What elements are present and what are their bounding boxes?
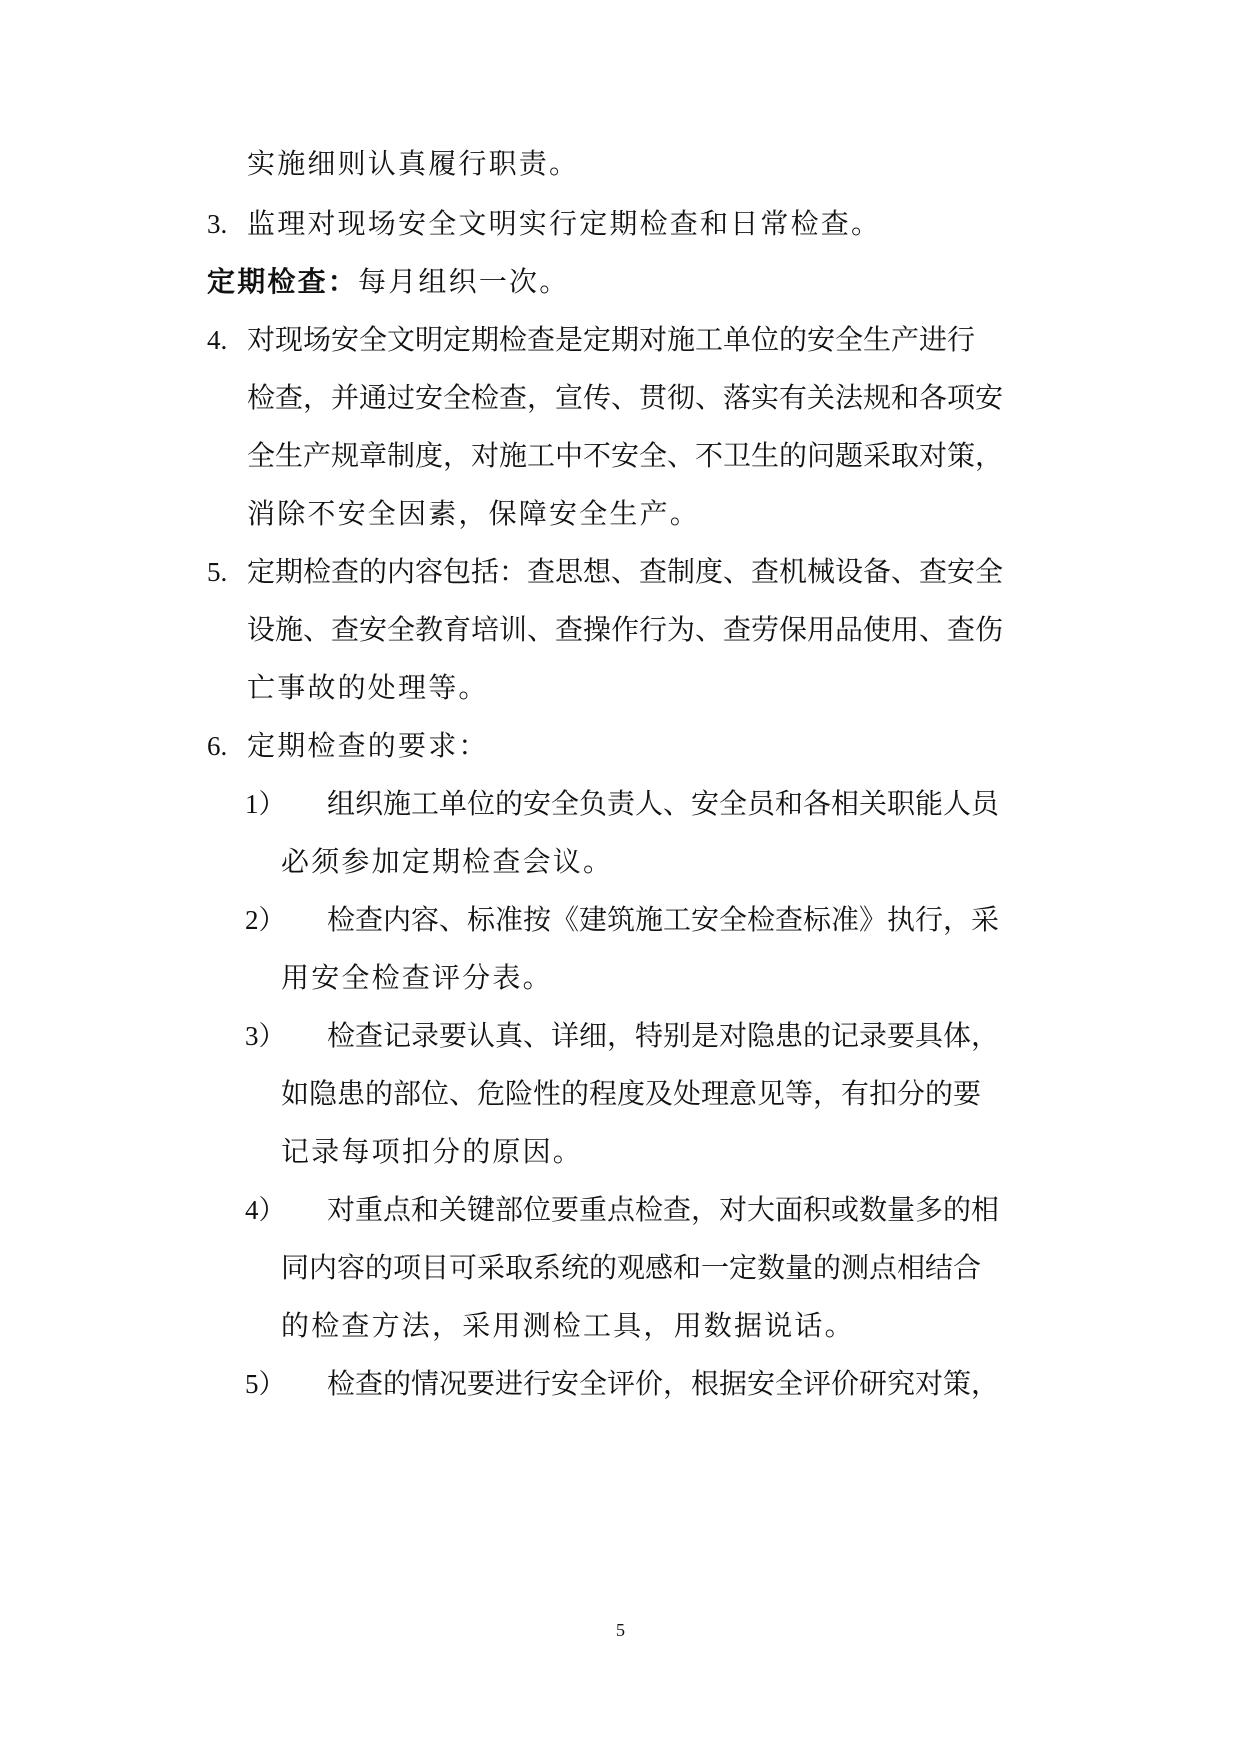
text-line: 定期检查的内容包括：查思想、查制度、查机械设备、查安全 [247, 555, 1004, 588]
text-line: 监理对现场安全文明实行定期检查和日常检查。 [247, 207, 882, 240]
text-line: 必须参加定期检查会议。 [281, 845, 614, 878]
text-line: 的检查方法，采用测检工具，用数据说话。 [281, 1309, 855, 1342]
sub-list-number: 2） [245, 905, 286, 935]
text-line: 亡事故的处理等。 [247, 671, 489, 704]
text-line: 如隐患的部位、危险性的程度及处理意见等，有扣分的要 [281, 1077, 982, 1110]
text-line: 组织施工单位的安全负责人、安全员和各相关职能人员 [327, 787, 1000, 820]
sub-list-number: 3） [245, 1021, 286, 1051]
text-line: 检查记录要认真、详细，特别是对隐患的记录要具体， [327, 1019, 1000, 1052]
text-line: 对重点和关键部位要重点检查，对大面积或数量多的相 [327, 1193, 1000, 1226]
text-line [207, 264, 569, 300]
text-line: 定期检查的要求： [247, 729, 489, 762]
text-line: 全生产规章制度，对施工中不安全、不卫生的问题采取对策， [247, 439, 1004, 472]
text-line: 用安全检查评分表。 [281, 961, 553, 994]
sub-list-number: 4） [245, 1195, 286, 1225]
list-number: 4. [207, 325, 228, 355]
text-line: 实施细则认真履行职责。 [247, 147, 580, 180]
bold-heading: 定期检查： [207, 265, 359, 298]
text-line: 检查内容、标准按《建筑施工安全检查标准》执行，采 [327, 903, 1000, 936]
list-number: 5. [207, 557, 228, 587]
sub-list-number: 5） [245, 1369, 286, 1399]
text-line: 设施、查安全教育培训、查操作行为、查劳保用品使用、查伤 [247, 613, 1004, 646]
text-line: 消除不安全因素，保障安全生产。 [247, 497, 701, 530]
sub-list-number: 1） [245, 789, 286, 819]
text-line: 同内容的项目可采取系统的观感和一定数量的测点相结合 [281, 1251, 982, 1284]
page-number: 5 [616, 1620, 625, 1640]
text-line: 检查，并通过安全检查，宣传、贯彻、落实有关法规和各项安 [247, 381, 1004, 414]
text-line: 记录每项扣分的原因。 [281, 1135, 584, 1168]
text-line: 检查的情况要进行安全评价，根据安全评价研究对策， [327, 1367, 1000, 1400]
list-number: 6. [207, 731, 228, 761]
list-number: 3. [207, 209, 228, 239]
text-span: 每月组织一次。 [358, 265, 570, 298]
text-line: 对现场安全文明定期检查是定期对施工单位的安全生产进行 [247, 323, 976, 356]
